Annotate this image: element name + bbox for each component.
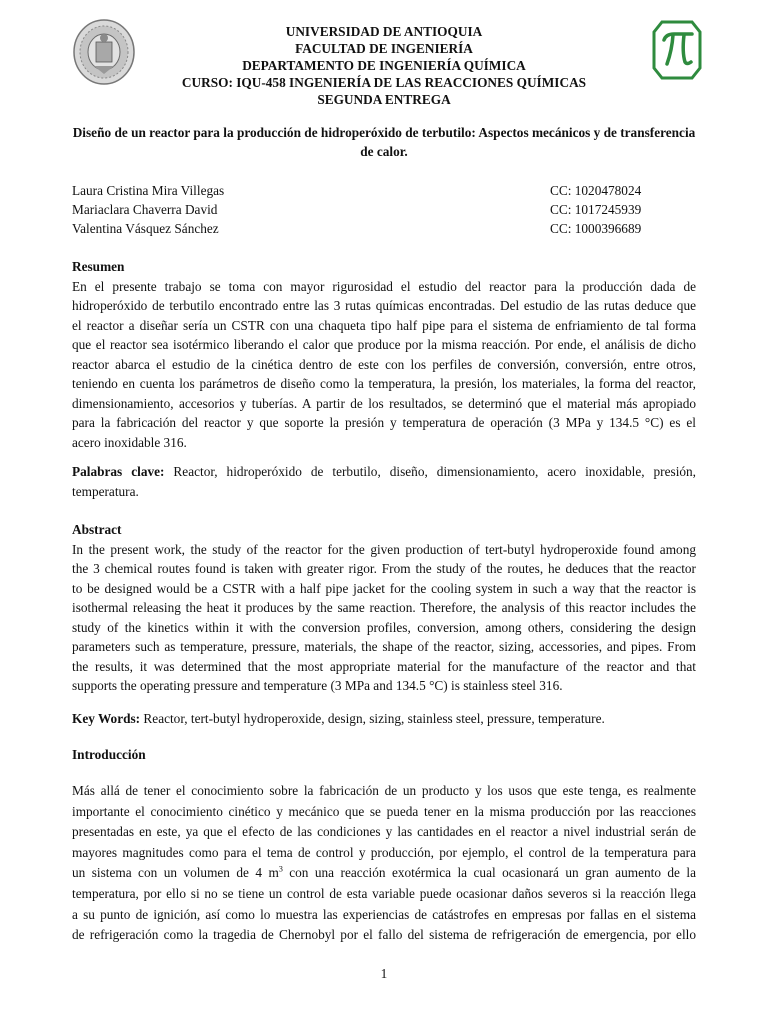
text-line: In the present work, the study of the reactor for the given production of tert-butyl hydroperoxide found among <box>72 541 696 557</box>
abstract-section <box>72 520 696 696</box>
delivery-name: SEGUNDA ENTREGA <box>317 92 451 107</box>
text-line: supports the operating pressure and temperature (3 MPa and 134.5 °C) is stainless steel 316. <box>72 678 563 693</box>
palabras-clave-paragraph <box>72 462 696 501</box>
author-id: CC: 1020478024 <box>550 183 642 198</box>
course-name: CURSO: IQU-458 INGENIERÍA DE LAS REACCIONES QUÍMICAS <box>181 75 587 90</box>
author-row <box>72 200 696 219</box>
department-name: DEPARTAMENTO DE INGENIERÍA QUÍMICA <box>242 58 526 73</box>
abstract-paragraph <box>72 540 696 696</box>
palabras-clave-text: Reactor, hidroperóxido de terbutilo, diseño, dimensionamiento, acero inoxidable, presión, <box>164 464 697 479</box>
text-line: to be designed would be a CSTR with a half pipe jacket for the cooling system in such a way that the reactor is <box>72 580 696 596</box>
text-line: temperatura, por ello si no se tiene un control de esta variable puede ocasionar daños severos si la reacción llega <box>72 885 696 901</box>
key-words-paragraph <box>72 709 696 729</box>
paper-title: Diseño de un reactor para la producción de hidroperóxido de terbutilo: Aspectos mecánicos y de transferencia de calor. <box>72 125 696 159</box>
text-line: dimensionamiento, accesorios y tuberías. A partir de los resultados, se determinó que el material más apropiado <box>72 395 696 411</box>
text-segment: con una reacción exotérmica la cual ocasionará un gran aumento de la <box>282 865 696 881</box>
text-line <box>72 863 696 884</box>
author-id: CC: 1017245939 <box>550 202 642 217</box>
key-words-label: Key Words: <box>72 711 141 726</box>
text-line <box>72 709 696 729</box>
faculty-name: FACULTAD DE INGENIERÍA <box>295 41 473 56</box>
text-line: temperatura. <box>72 483 139 499</box>
resumen-paragraph <box>72 277 696 453</box>
abstract-heading: Abstract <box>72 522 122 537</box>
author-name: Laura Cristina Mira Villegas <box>72 183 225 198</box>
university-seal-logo <box>72 18 136 86</box>
text-line: parameters such as temperature, pressure, materials, the shape of the reactor, sizing, accessories, and pipes. From <box>72 639 696 654</box>
document-header <box>150 23 618 108</box>
text-line: de refrigeración como la tragedia de Chernobyl por el fallo del sistema de refrigeración de emergencia, por ello <box>72 927 696 943</box>
text-line: reactor abarca el estudio de la cinética dentro de este con los perfiles de conversión, conversión, entre otros, <box>72 356 696 372</box>
author-row <box>72 219 696 238</box>
text-line: mayores magnitudes como para el tema de control y producción, por ejemplo, el control de la temperatura para <box>72 844 696 860</box>
text-line <box>72 462 696 482</box>
key-words-section <box>72 709 696 729</box>
text-line: a su punto de ignición, así como lo muestra las experiencias de catástrofes en empresas por fallas en el sistema <box>72 906 696 922</box>
author-list <box>72 181 696 238</box>
text-line: isothermal releasing the heat it produces by the same reaction. Therefore, the analysis of this reactor includes the <box>72 600 696 615</box>
text-line: presentadas en este, ya que el efecto de las condiciones y las cantidades en el reactor a nivel industrial serán de <box>72 824 696 840</box>
text-line: teniendo en cuenta los parámetros de diseño como la temperatura, la presión, los materiales, la forma del reactor, <box>72 376 696 391</box>
key-words-text: Reactor, tert-butyl hydroperoxide, design, sizing, stainless steel, pressure, temperature. <box>140 711 605 726</box>
palabras-clave-section <box>72 462 696 501</box>
author-name: Mariaclara Chaverra David <box>72 202 218 217</box>
text-line: acero inoxidable 316. <box>72 434 187 450</box>
resumen-heading: Resumen <box>72 259 125 274</box>
text-line: study of the kinetics within it with the conversion profiles, conversion, among others, considering the design <box>72 619 696 635</box>
text-line: the results, it was determined that the most appropriate material for the manufacture of the reactor and that <box>72 658 696 674</box>
text-line: el reactor a diseñar sería un CSTR con una chaqueta tipo half pipe para el sistema de enfriamiento de tal forma <box>72 317 696 333</box>
resumen-section <box>72 257 696 452</box>
introduccion-section <box>72 781 696 946</box>
page-number: 1 <box>380 966 388 981</box>
introduccion-heading: Introducción <box>72 747 146 762</box>
engineering-pi-logo <box>652 18 702 82</box>
author-id: CC: 1000396689 <box>550 221 642 236</box>
palabras-clave-label: Palabras clave: <box>72 464 165 479</box>
text-line: the 3 chemical routes found is taken with greater rigor. From the study of the routes, he deduces that the reactor <box>72 561 696 576</box>
introduccion-heading-block <box>72 745 696 765</box>
text-line: importante el conocimiento cinético y mecánico que se pueda tener en la misma producción por las reacciones <box>72 803 696 819</box>
author-row <box>72 181 696 200</box>
university-name: UNIVERSIDAD DE ANTIOQUIA <box>285 24 483 39</box>
author-name: Valentina Vásquez Sánchez <box>72 221 219 236</box>
text-segment: un sistema con un volumen de 4 m <box>72 865 279 881</box>
text-line: Más allá de tener el conocimiento sobre la fabricación de un producto y los usos que este tenga, es realmente <box>72 783 696 798</box>
text-line: En el presente trabajo se toma con mayor rigurosidad el estudio del reactor para la producción dada de <box>72 278 696 294</box>
introduccion-paragraph <box>72 781 696 946</box>
superscript: 3 <box>278 864 283 874</box>
text-line: que el reactor sea isotérmico liberando el calor que produce por la misma reacción. Por ende, el análisis de dicho <box>72 337 696 352</box>
text-line: hidroperóxido de terbutilo encontrado entre las 3 rutas químicas encontradas. Del estudio de las rutas deduce que <box>72 298 696 313</box>
text-line: para la fabricación del reactor y que soporte la presión y temperatura de operación (3 MPa y 134.5 °C) es el <box>72 415 696 430</box>
